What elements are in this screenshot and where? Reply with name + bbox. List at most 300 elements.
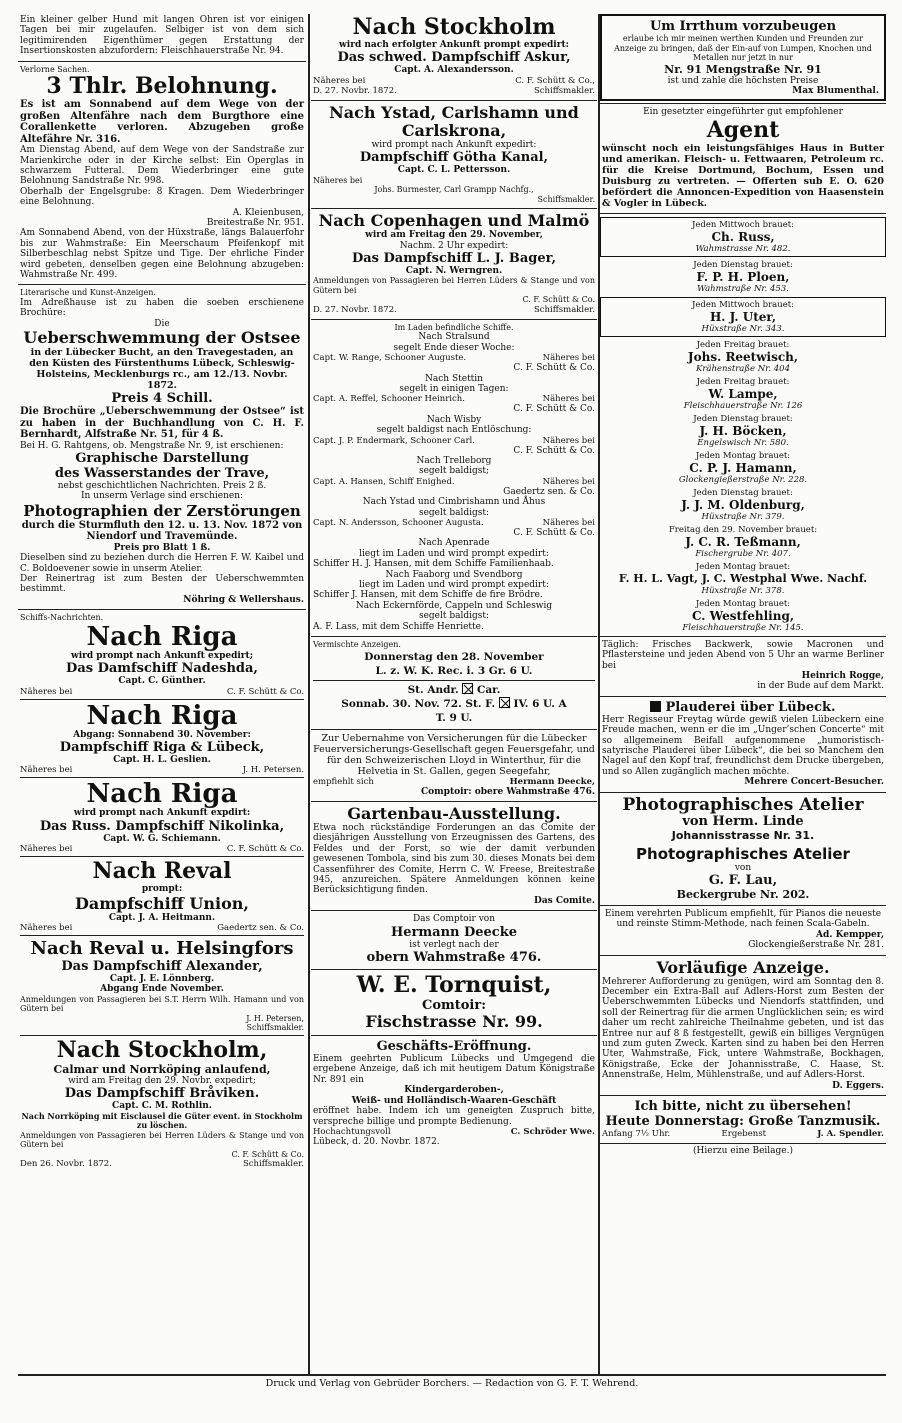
ship-agent-left: Näheres bei [542,353,595,364]
plauderei-title [602,700,884,715]
ad-piano [600,908,886,953]
loading-ship [313,374,595,415]
bakery-address: in der Bude auf dem Markt. [757,681,884,692]
black-square-icon [650,701,661,712]
ship-agent-role: Schiffsmakler. [533,85,595,96]
ship-notice-stockholm [20,1038,304,1169]
divider [600,103,886,104]
lost-text-3: Oberhalb der Engelsgrube: 8 Kragen. Dem Wiederbringer eine Belohnung. [20,186,304,208]
ship-when: liegt im Laden und wird prompt expedirt: [359,580,549,591]
blumenthal-title: Um Irrthum vorzubeugen [649,19,837,34]
ship-captain: Capt. A. Alexandersson. [394,65,514,76]
piano-address: Glockengießerstraße Nr. 281. [748,940,884,951]
bakery-text: Täglich: Frisches Backwerk, sowie Macronen und Pflastersteine und jeden Abend von 5 Uhr an warme Berliner bei [602,639,884,671]
blumenthal-signature: Max Blumenthal. [792,85,879,96]
brewer-name: C. P. J. Hamann, [689,460,797,475]
ad-blumenthal [600,14,886,101]
insurance-text: Zur Uebernahme von Versicherungen für die Lübecker Feuerversicherungs-Gesellschaft gegen Feuersgefahr, und für den Schweizerischen Lloyd in Winterthur, für die Helvetia in St. Gallen, gegen Seegefahr, [313,732,595,777]
ship-title: Nach Riga [86,621,238,652]
divider [20,935,304,936]
ship-date-row [313,305,595,315]
divider [311,100,597,101]
plauderei-text: Herr Regisseur Freytag würde gewiß vielen Lübeckern eine Freude machen, wenn er die im „Unger’schen Concerte“ mit so allgemeinem Beifall aufgenommene „humoristisch-satyrische Plauderei über Lübeck“, die bei so Manchem den Nagel auf den Kopf traf, freundlichst dem Drucke übergeben, und so Allen zugänglich machen möchte. [602,714,884,777]
ship-title: Nach Stockholm, [56,1036,268,1063]
divider [600,955,886,956]
lost-text-4: Am Sonnabend Abend, von der Hüxstraße, längs Balauerfohr bis zur Wahmstraße: Ein Meerschaum Pfeifenkopf mit Silberbeschlag nebst Spitze und Tige. Der ehrliche Finder wird gebeten, denselben gegen eine Belohnung abzugeben: Wahmstraße Nr. 499. [20,228,304,280]
ship-name: Das Dampfschiff L. J. Bager, [351,250,557,266]
lodge-text: IV. 6 U. A [513,697,567,710]
dance-title: Ich bitte, nicht zu übersehen! [634,1099,852,1115]
ship-agent: C. F. Schütt & Co. [513,363,595,374]
lodge-line-2: L. z. W. K. Rec. i. 3 Gr. 6 U. [375,664,533,677]
ship-name: Das Russ. Dampfschiff Nikolinka, [39,818,285,834]
tornquist-label: Comtoir: [421,998,487,1014]
agent-text: wünscht noch ein leistungsfähiges Haus in Butter und amerikan. Fleisch- u. Fettwaaren, Petroleum rc. für die Kreise Dortmund, Bochum, Essen und Duisburg zu vertreten. — Offerten sub E. O. 620 befördert die Annoncen-Expedition von Haasenstein & Vogler in Lübeck. [602,142,884,209]
blumenthal-address: Nr. 91 Mengstraße Nr. 91 [664,62,822,76]
brewer-name: J. J. M. Oldenburg, [681,497,805,512]
ship-name: Das Dampfschiff Alexander, [61,959,263,975]
supplement-note: (Hierzu eine Beilage.) [693,1146,793,1157]
brew-day: Jeden Montag brauet: [695,450,791,461]
ship-when: segelt baldigst: [418,507,490,518]
ship-agent: C. F. Schütt & Co. [226,686,304,697]
opening-goods: Kindergarderoben-, [404,1085,504,1096]
flood-text: Die Brochüre „Ueberschwemmung der Ostsee“ ist zu haben in der Buchhandlung von C. H. F. Bernhardt, Alfstraße Nr. 51, für 4 ß. [20,406,304,441]
ship-dest: Nach Ystad und Cimbrishamn und Åhus [362,497,546,508]
ship-notice [20,702,304,776]
brewer-address: Hüxstraße Nr. 379. [701,511,785,522]
ad-shop-opening [311,1038,597,1149]
photo-net: Der Reinertrag ist zum Besten der Ueberschwemmten bestimmt. [20,574,304,595]
brewer-address: Fischergrube Nr. 407. [695,548,791,559]
ship-agent-role: Schiffsmakler. [537,194,595,204]
ad-insurance [311,732,597,799]
brewer-notice [600,217,886,257]
ship-notice [20,859,304,933]
ad-loading-ships [311,322,597,634]
lost-signature: A. Kleienbusen, [232,207,304,218]
brew-day: Jeden Montag brauet: [695,561,791,572]
rahtgens-text: Bei H. G. Rahtgens, ob. Mengstraße Nr. 9, ist erschienen: [20,440,284,451]
flood-title: Ueberschwemmung der Ostsee [23,328,301,348]
ship-row [313,394,595,404]
cross-box-icon [462,683,473,694]
blumenthal-text-2: ist und zahle die höchsten Preise [667,75,819,86]
ad-agent [600,106,886,210]
ship-dest: Nach Eckernförde, Cappeln und Schleswig [355,600,553,611]
lodge-line-5: T. 9 U. [435,711,473,724]
insurance-name: Hermann Deecke, [509,776,595,787]
photo-intro: In unserm Verlage sind erschienen: [80,491,244,502]
ship-registration: Anmeldungen von Passagieren bei S.T. Herrn Wilh. Hamann und von Gütern bei [20,994,304,1014]
ship-registration: Anmeldungen von Passagieren bei Herren Lüders & Stange und von Gütern bei [20,1130,304,1150]
flood-subtitle: in der Lübecker Bucht, an den Travegestaden, an den Küsten des Fürstenthums Lübeck, Schleswig-Holsteins, Mecklenburgs rc., am 12./13. Novbr. 1872. [29,347,295,392]
ship-agent-left: Näheres bei [313,75,366,86]
divider [311,729,597,730]
ship-captain: Schiffer J. Hansen, mit dem Schiffe de fire Brödre. [313,590,543,601]
plauderei-title-text: Plauderei über Lübeck. [665,699,836,715]
photo-text: Dieselben sind zu beziehen durch die Herren F. W. Kaibel und C. Boldoevener sowie in unserm Atelier. [20,553,304,574]
brewer-name: Johs. Reetwisch, [687,349,799,364]
brew-day: Jeden Dienstag brauet: [693,259,793,270]
brewer-name: Ch. Russ, [711,229,775,244]
section-header: Im Laden befindliche Schiffe. [394,322,514,332]
ship-agent-left: Näheres bei [20,686,73,697]
opening-text-2: eröffnet habe. Indem ich um geneigten Zuspruch bitte, verspreche billige und prompte Bedienung. [313,1106,595,1127]
garden-text: Etwa noch rückständige Forderungen an das Comite der diesjährigen Ausstellung von Erzeugnissen des Gartens, des Feldes und der Forst, so wie der damit verbunden gewesenen Tombola, sind bis zum 30. dieses Monats bei dem Cassenführer des Comite, Herrn C. W. Freese, Breitestraße 945, anzureichen. Spätere Anmeldungen können keine Berücksichtigung finden. [313,823,595,896]
ship-dest: Nach Apenrade [418,538,490,549]
graph-title-2: des Wasserstandes der Trave, [54,466,270,482]
brew-day: Jeden Mittwoch brauet: [691,219,795,230]
ship-date-2: D. 27. Novbr. 1872. [313,304,397,315]
brewer-notice [600,260,886,294]
atelier-owner-row [602,814,884,829]
piano-signature: Ad. Kempper, [816,929,884,940]
ship-agent-row [20,765,304,775]
ship-captain: Capt. A. Reffel, Schooner Heinrich. [313,394,465,405]
divider [311,636,597,637]
garden-title: Gartenbau-Ausstellung. [347,804,561,823]
column-rule [308,14,310,1374]
ship-agent: J. H. Petersen. [242,765,304,776]
ad-deecke [311,913,597,967]
divider [600,1143,886,1144]
ship-when: segelt baldigst; [418,466,490,477]
ship-sub: wird prompt nach Ankunft expdirt: [73,808,251,819]
ship-date: wird am Freitag den 29. Novbr. expedirt; [68,1075,256,1086]
opening-row [313,1127,595,1137]
ship-title-2: Carlskrona, [401,120,507,140]
ad-tornquist [311,972,597,1033]
bakery-name: Heinrich Rogge, [801,670,884,681]
dance-regards: Ergebenst [721,1129,767,1140]
imprint-footer: Druck und Verlag von Gebrüder Borchers. — Redaction von G. F. T. Wehrend. [18,1374,886,1392]
dance-start: Anfang 7½ Uhr. [602,1129,671,1140]
ship-name: Das Damfschiff Nadeshda, [66,661,258,677]
ship-sub: wird prompt nach Ankunft expedirt; [70,650,254,661]
ship-agent: C. F. Schütt & Co., [515,75,595,86]
blumenthal-text: erlaube ich mir meinen werthen Kunden und Freunden zur Anzeige zu bringen, daß der Ein-auf von Lumpen, Knochen und Metallen nur jetzt in nur [614,34,872,62]
ship-sub: Abgang: Sonnabend 30. November: [73,729,251,740]
photo-title: Photographien der Zerstörungen [23,501,301,520]
ship-row [313,353,595,363]
atelier-von: von [682,813,709,829]
brewer-address: Fleischhauerstraße Nr. 126 [683,400,803,411]
tornquist-address: Fischstrasse Nr. 99. [365,1012,543,1032]
ship-captain: Capt. J. P. Endermark, Schooner Carl. [313,435,475,446]
deecke-moved: ist verlegt nach der [409,939,499,950]
ship-agent-left: Näheres bei [20,844,73,855]
atelier-address: Beckergrube Nr. 202. [676,888,810,901]
ship-when: segelt baldigst nach Entlöschung: [376,425,532,436]
divider [600,792,886,793]
ship-agent-role: Schiffsmakler. [246,1023,304,1033]
insurance-left: empfiehlt sich [313,776,374,787]
brewer-notice [600,451,886,485]
ad-lodge [311,639,597,727]
ship-date: D. 27. Novbr. 1872. [313,85,397,96]
ad-garden [311,804,597,908]
photo-signature: Nöhring & Wellershaus. [183,594,304,605]
brewer-notice [600,377,886,411]
ship-sub: prompt: [141,884,183,895]
dance-subtitle: Heute Donnerstag: Große Tanzmusik. [605,1114,881,1130]
ship-date: wird am Freitag den 29. November, [365,230,543,241]
dance-row [602,1129,884,1139]
ship-agent-left: Näheres bei [20,923,73,934]
divider [311,910,597,911]
ship-agent: C. F. Schütt & Co. [513,528,595,539]
brewer-address: Krähenstraße Nr. 404 [696,363,790,374]
ship-agent-left: Näheres bei [542,435,595,446]
plauderei-signature: Mehrere Concert-Besucher. [744,777,884,788]
ship-agent: C. F. Schütt & Co. [513,445,595,456]
ship-captain: Capt. C. Günther. [118,676,206,687]
ship-agent: C. F. Schütt & Co. [231,1149,304,1159]
lodge-text: St. Andr. [407,683,459,696]
brew-day: Freitag den 29. November brauet: [668,524,818,535]
ad-stockholm [311,14,597,98]
brewer-address: Fleischhauerstraße Nr. 145. [682,622,804,633]
lost-text-2: Am Dienstag Abend, auf dem Wege von der Sandstraße zur Marienkirche oder in der Kirche selbst: Ein Operglas in schwarzem Futteral. Dem Wiederbringer eine gute Belohnung Sandstraße Nr. 998. [20,145,304,187]
brewer-name: C. Westfehling, [691,608,795,623]
divider [20,699,304,700]
ship-agents: Johs. Burmester, Carl Grampp Nachfg., [374,185,534,195]
atelier-title: Photographisches Atelier [622,794,864,815]
divider [600,696,886,697]
loading-ship [313,332,595,373]
brewer-name: J. H. Böcken, [699,423,787,438]
opening-title: Geschäfts-Eröffnung. [376,1039,532,1055]
divider [20,1035,304,1036]
brewer-notice [600,297,886,337]
ship-agent-row [20,923,304,933]
section-header: Literarische und Kunst-Anzeigen. [20,288,156,298]
ship-date-row [313,86,595,96]
ball-signature: D. Eggers. [832,1080,884,1091]
ship-dest: Nach Stettin [425,373,483,384]
ship-dest: Nach Faaborg und Svendborg [385,569,523,580]
ship-agent-role: Schiffsmakler. [533,304,595,315]
ball-text: Mehrerer Aufforderung zu genügen, wird am Sonntag den 8. December ein Extra-Ball auf Adlers-Horst zum Besten der Ueberschwemmten Lübecks und Niendorfs stattfinden, und soll der Reinertrag für die armen Unglücklichen sein; es wird daher um recht zahlreiche Theilnahme gebeten, und ist das Entree nur auf 8 ß festgestellt, gewiß ein billiges Vergnügen und zum guten Zweck. Karten sind zu haben bei den Herren Uter, Wahmstraße, Fick, untere Wahmstraße, Bockhagen, Königstraße, Ecke der Johannisstraße, C. Haase, St. Annenstraße, Helm, Mühlenstraße, und auf Adlers-Horst. [602,976,884,1081]
opening-signature: C. Schröder Wwe. [510,1126,595,1137]
ship-agent: J. H. Petersen, [246,1013,304,1023]
lit-die: Die [154,318,170,329]
ship-time: Nachm. 2 Uhr expedirt: [399,240,509,251]
ship-captain: Capt. N. Andersson, Schooner Augusta. [313,518,484,529]
ship-title: Nach Stockholm [352,14,556,40]
brewer-address: Wahmstrasse Nr. 482. [695,243,791,254]
atelier-title: Photographisches Atelier [636,844,850,863]
deecke-intro: Das Comptoir von [412,914,496,925]
garden-signature: Das Comite. [534,895,595,906]
agent-intro: Ein gesetzter eingeführter gut empfohlener [643,107,843,118]
cross-box-icon [499,697,510,708]
loading-ship [313,456,595,497]
ship-dest: Nach Trelleborg [416,456,492,466]
brewer-name: F. H. L. Vagt, J. C. Westphal Wwe. Nachf. [618,571,868,585]
atelier-address: Johannisstrasse Nr. 31. [671,828,815,842]
brewer-name: J. C. R. Teßmann, [685,534,801,549]
opening-date: Lübeck, d. 20. Novbr. 1872. [313,1136,440,1147]
loading-ship [313,497,595,538]
ship-dest: Nach Stralsund [418,332,490,343]
brewer-notice [600,414,886,448]
brewer-notice [600,488,886,522]
divider [600,1095,886,1096]
ship-captain: Capt. C. L. Pettersson. [397,165,511,176]
divider [313,680,595,681]
brewer-name: W. Lampe, [708,386,778,401]
divider [311,801,597,802]
ship-row [313,436,595,446]
column-right [600,14,886,1372]
atelier-von: von [734,862,752,873]
ad-dance [600,1098,886,1141]
ship-agent-row [313,76,595,86]
ship-name: Das Dampfschiff Bråviken. [64,1086,260,1102]
ad-atelier-linde [600,795,886,844]
brewer-notice [600,562,886,596]
opening-regards: Hochachtungsvoll [313,1126,391,1137]
brewer-notice [600,340,886,374]
lodge-text: Sonnab. 30. Nov. 72. St. F. [341,697,496,710]
ad-lost-dog [18,14,306,59]
ship-title: Nach Reval u. Helsingfors [30,938,294,960]
ship-sub: wird prompt nach Ankunft expedirt: [371,139,537,150]
ad-ball [600,958,886,1093]
ship-agent-role: Schiffsmakler. [242,1159,304,1170]
ship-agent: C. F. Schütt & Co. [513,404,595,415]
ship-agent: Gaedertz sen. & Co. [503,486,595,497]
brewer-address: Wahmstraße Nr. 453. [697,283,789,294]
graph-subtitle: nebst geschichtlichen Nachrichten. Preis 2 ß. [57,481,267,492]
photo-price: Preis pro Blatt 1 ß. [113,542,211,553]
ship-agent-row [20,844,304,854]
ship-captain: Capt. J. A. Heitmann. [108,912,216,923]
ship-date-2: Den 26. Novbr. 1872. [20,1159,112,1170]
ship-title: Nach Riga [86,700,238,731]
ship-when: segelt in einigen Tagen: [399,383,509,394]
brewer-address: Engelswisch Nr. 580. [697,437,789,448]
brew-day: Jeden Freitag brauet: [696,339,790,350]
brew-day: Jeden Montag brauet: [695,598,791,609]
deecke-address: obern Wahmstraße 476. [366,950,542,966]
ad-copenhagen [311,211,597,317]
ship-note: Nach Norrköping mit Eisclausel die Güter event. in Stockholm zu löschen. [21,1110,303,1131]
ship-captain: Schiffer H. J. Hansen, mit dem Schiffe Familienhaab. [313,559,554,570]
section-header: Vermischte Anzeigen. [313,640,401,650]
divider [18,609,306,610]
ship-name: Dampfschiff Götha Kanal, [359,150,549,166]
ship-when: segelt Ende dieser Woche: [393,342,515,353]
brew-day: Jeden Dienstag brauet: [693,487,793,498]
ship-when: liegt im Laden und wird prompt expedirt: [359,548,549,559]
ball-title: Vorläufige Anzeige. [656,957,830,977]
ship-title: Nach Riga [86,779,238,810]
atelier-owner: G. F. Lau, [708,873,778,888]
divider [311,969,597,970]
ship-captain: Capt. W. G. Schiemann. [103,833,221,844]
divider [600,636,886,637]
brew-day: Jeden Dienstag brauet: [693,413,793,424]
ad-ships [18,612,306,1171]
lodge-line-1: Donnerstag den 28. November [364,650,544,663]
divider [20,777,304,778]
lost-dog-text: Ein kleiner gelber Hund mit langen Ohren ist vor einigen Tagen bei mir zugelaufen. Selbiger ist von dem sich legitimirenden Eigenthümer gegen Erstattung der Insertionskosten abzufordern: Fleischhauerstraße Nr. 94. [20,15,304,57]
ship-captain: A. F. Lass, mit dem Schiffe Henriette. [313,621,484,632]
divider [20,856,304,857]
ship-date-row [20,1159,304,1169]
ship-dest: Nach Wisby [426,414,482,425]
ship-notice [20,780,304,854]
reward-text: Es ist am Sonnabend auf dem Wege von der großen Altenfähre nach dem Burgthore eine Corallenkette verloren. Abzugeben große Altefähre Nr. 316. [20,99,304,145]
ad-lost-items [18,64,306,283]
ship-agent-left: Näheres bei [542,518,595,529]
lodge-line-4 [313,697,595,711]
section-header: Schiffs-Nachrichten. [20,613,104,623]
ship-departure: Abgang Ende November. [100,984,224,995]
ship-agent: C. F. Schütt & Co. [522,295,595,305]
ship-captain: Capt. H. L. Geslien. [113,755,211,765]
ad-literature [18,287,306,607]
brewer-address: Glockengießerstraße Nr. 228. [678,474,808,485]
ship-agent: C. F. Schütt & Co. [226,844,304,855]
ship-agent-left: Näheres bei [542,394,595,405]
ship-name: Dampfschiff Union, [75,893,249,913]
brewer-address: Hüxstraße Nr. 343. [701,323,785,334]
loading-ship [313,415,595,456]
divider [18,61,306,62]
ship-notice [20,623,304,697]
ship-agent-left: Näheres bei [542,476,595,487]
insurance-comptoir: Comptoir: obere Wahmstraße 476. [420,786,595,797]
ship-captain: Capt. C. M. Rothlin. [112,1101,212,1112]
column-left [18,14,306,1372]
ship-title: Nach Ystad, Carlshamn und [329,102,579,122]
ship-captain: Capt. W. Range, Schooner Auguste. [313,353,467,364]
opening-goods-2: Weiß- und Holländisch-Waaren-Geschäft [351,1095,557,1106]
ship-title: Nach Copenhagen und Malmö [318,211,590,231]
divider [600,213,886,214]
ship-agent: Gaedertz sen. & Co. [217,923,304,934]
atelier-owner: Herm. Linde [712,813,804,829]
ship-captain: Capt. A. Hansen, Schiff Enighed. [313,476,455,487]
ship-registration: Anmeldungen von Passagieren bei Herren Lüders & Stange und von Gütern bei [313,276,595,295]
ship-sub: wird nach erfolgter Ankunft prompt expedirt: [339,40,569,50]
divider [311,208,597,209]
brew-day: Jeden Freitag brauet: [696,376,790,387]
lodge-line-3 [313,683,595,697]
ad-ystad [311,103,597,206]
agent-title: Agent [706,116,780,143]
graph-title: Graphische Darstellung [75,451,249,467]
ship-name: Dampfschiff Riga & Lübeck, [59,740,265,755]
brewer-notice [600,599,886,633]
photo-subtitle: durch die Sturmfluth den 12. u. 13. Nov. 1872 von Niendorf und Travemünde. [21,519,303,543]
tornquist-name: W. E. Tornquist, [356,972,552,999]
section-header: Verlorne Sachen. [20,64,90,74]
lost-signature-address: Breitestraße Nr. 951. [206,217,304,228]
ad-atelier-lau [600,844,886,903]
lodge-text: Car. [477,683,501,696]
ship-row [313,477,595,487]
brew-day: Jeden Mittwoch brauet: [691,299,795,310]
dance-signature: J. A. Spendler. [817,1129,884,1140]
ship-when: segelt baldigst: [418,611,490,622]
column-middle [311,14,597,1372]
ship-name: Das schwed. Dampfschiff Askur, [337,50,571,66]
